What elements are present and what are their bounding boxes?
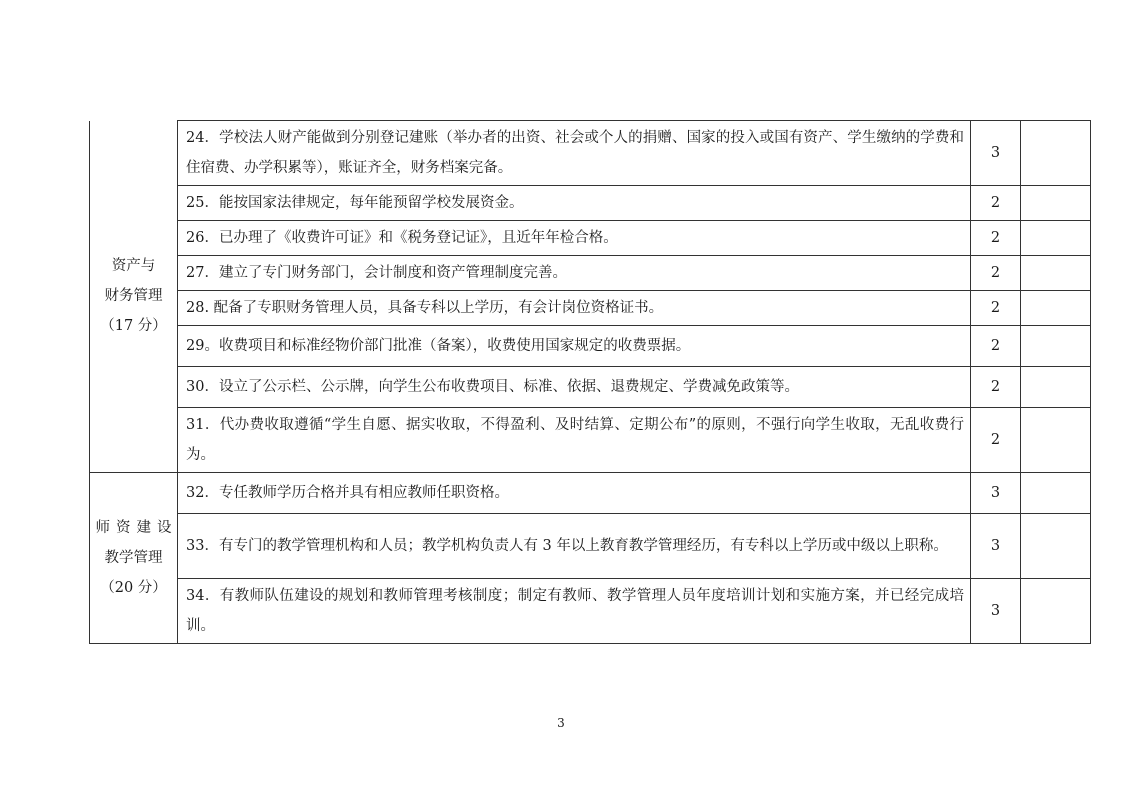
page-number: 3 — [557, 716, 565, 730]
criterion-text: 28. 配备了专职财务管理人员，具备专科以上学历，有会计岗位资格证书。 — [178, 291, 971, 326]
criterion-text: 30．设立了公示栏、公示牌，向学生公布收费项目、标准、依据、退费规定、学费减免政策等。 — [178, 367, 971, 408]
assessment-cell — [1021, 326, 1091, 367]
table-row — [90, 367, 1091, 408]
table-row — [90, 186, 1091, 221]
category-line: 财务管理 — [104, 288, 163, 305]
table-row — [90, 408, 1091, 473]
score-cell: 3 — [971, 473, 1021, 514]
category-line: 教学管理 — [104, 550, 163, 566]
criterion-text: 25．能按国家法律规定，每年能预留学校发展资金。 — [178, 186, 971, 221]
criterion-text: 33．有专门的教学管理机构和人员；教学机构负责人有 3 年以上教育教学管理经历，有专科以上学历或中级以上职称。 — [178, 514, 971, 579]
assessment-cell — [1021, 256, 1091, 291]
score-cell: 3 — [971, 121, 1021, 186]
assessment-cell — [1021, 121, 1091, 186]
category-line: 师资建设 — [95, 520, 178, 536]
category-cell — [90, 473, 178, 644]
assessment-cell — [1021, 473, 1091, 514]
assessment-cell — [1021, 367, 1091, 408]
table-row — [90, 256, 1091, 291]
category-cell — [90, 121, 178, 473]
criterion-text: 32．专任教师学历合格并具有相应教师任职资格。 — [178, 473, 971, 514]
score-cell: 2 — [971, 326, 1021, 367]
table-row — [90, 121, 1091, 186]
table-row — [90, 221, 1091, 256]
category-score: （17 分） — [100, 318, 167, 335]
category-score: （20 分） — [100, 580, 167, 596]
criterion-text: 34．有教师队伍建设的规划和教师管理考核制度；制定有教师、教学管理人员年度培训计划和实施方案，并已经完成培训。 — [178, 579, 971, 644]
assessment-cell — [1021, 291, 1091, 326]
table-row — [90, 291, 1091, 326]
criterion-text: 27．建立了专门财务部门，会计制度和资产管理制度完善。 — [178, 256, 971, 291]
score-cell: 3 — [971, 579, 1021, 644]
criterion-text: 29。收费项目和标准经物价部门批准（备案），收费使用国家规定的收费票据。 — [178, 326, 971, 367]
score-cell: 2 — [971, 256, 1021, 291]
evaluation-table — [89, 120, 1091, 644]
assessment-cell — [1021, 514, 1091, 579]
table-row — [90, 473, 1091, 514]
table-row — [90, 326, 1091, 367]
score-cell: 2 — [971, 408, 1021, 473]
table-row — [90, 514, 1091, 579]
table-row — [90, 579, 1091, 644]
score-cell: 3 — [971, 514, 1021, 579]
score-cell: 2 — [971, 291, 1021, 326]
assessment-cell — [1021, 186, 1091, 221]
criterion-text: 26．已办理了《收费许可证》和《税务登记证》，且近年年检合格。 — [178, 221, 971, 256]
score-cell: 2 — [971, 221, 1021, 256]
criterion-text: 24．学校法人财产能做到分别登记建账（举办者的出资、社会或个人的捐赠、国家的投入或国有资产、学生缴纳的学费和住宿费、办学积累等），账证齐全，财务档案完备。 — [178, 121, 971, 186]
criterion-text: 31．代办费收取遵循“学生自愿、据实收取，不得盈利、及时结算、定期公布”的原则，不强行向学生收取，无乱收费行为。 — [178, 408, 971, 473]
score-cell: 2 — [971, 367, 1021, 408]
score-cell: 2 — [971, 186, 1021, 221]
assessment-cell — [1021, 221, 1091, 256]
assessment-cell — [1021, 579, 1091, 644]
assessment-cell — [1021, 408, 1091, 473]
category-line: 资产与 — [111, 258, 156, 275]
